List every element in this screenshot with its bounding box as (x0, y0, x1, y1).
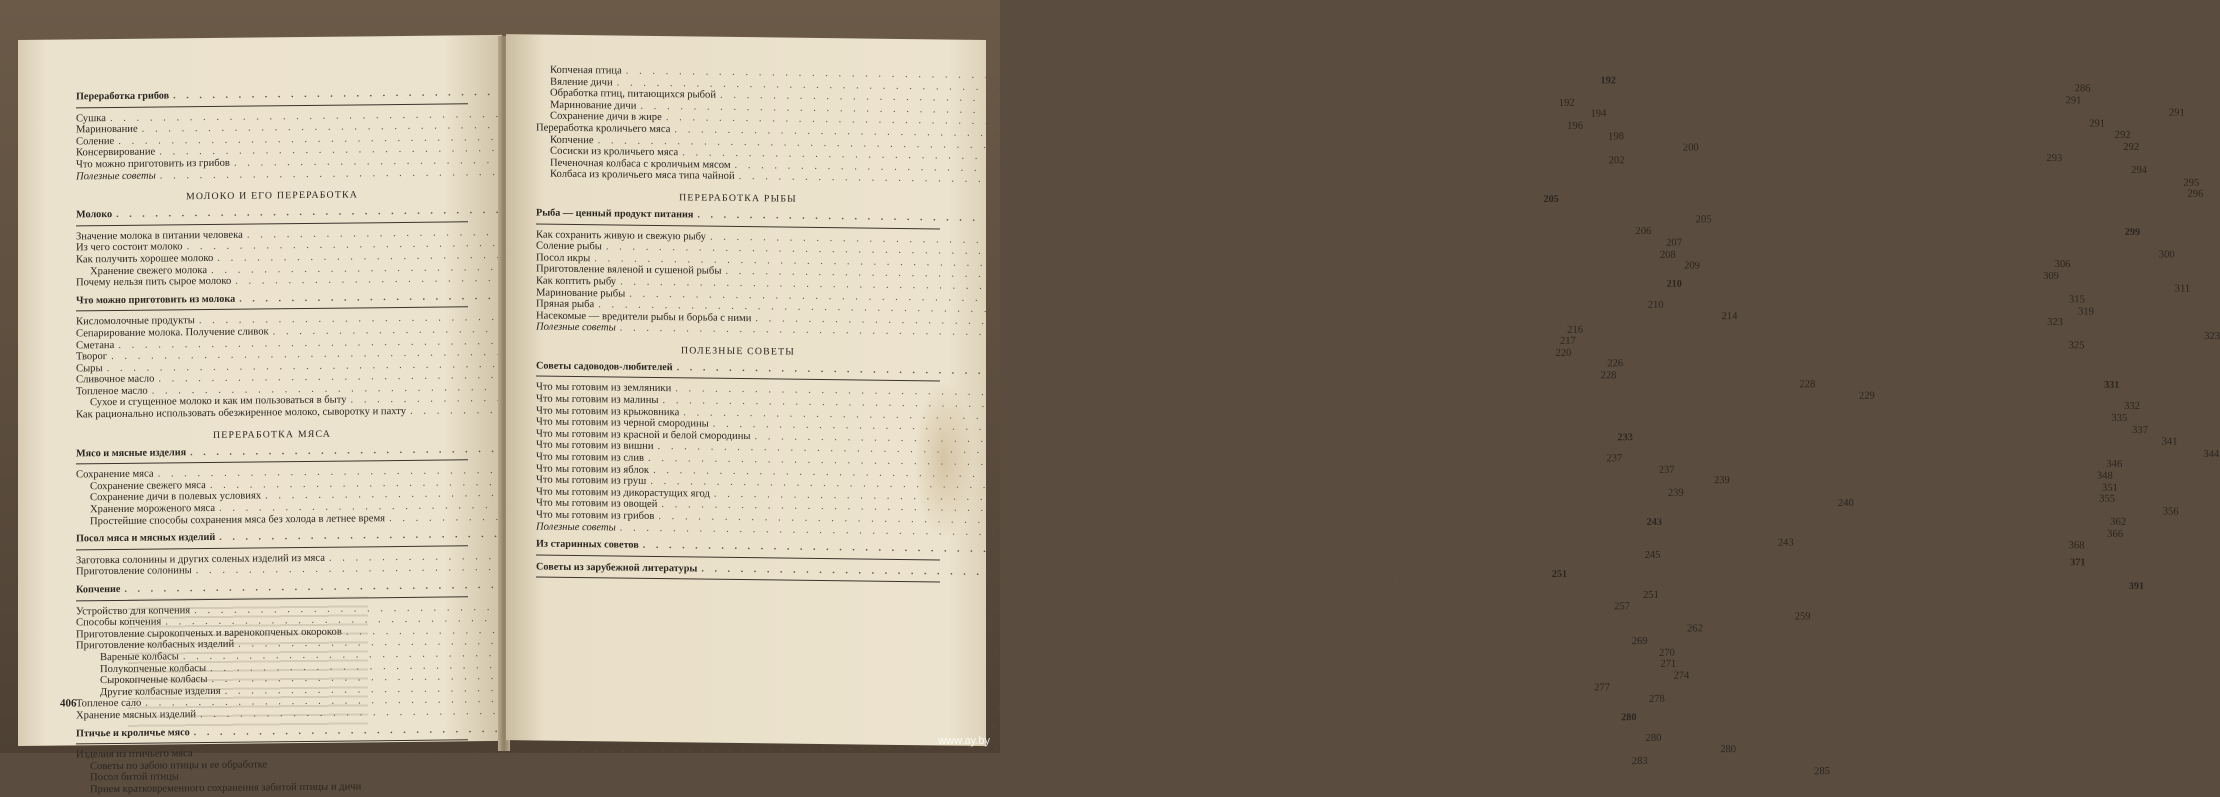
section-title: ПОЛЕЗНЫЕ СОВЕТЫ (680, 345, 796, 358)
toc-page-number: 348 (2096, 470, 2113, 482)
toc-entry-title: Вяление дичи (550, 76, 613, 89)
toc-page-number: 323 (2204, 330, 2220, 342)
toc-entry-title: Как получить хорошее молоко (76, 252, 214, 266)
toc-page-number: 243 (1646, 517, 1662, 529)
toc-entry-title: Из старинных советов (536, 538, 639, 551)
toc-entry-title: Значение молока в питании человека (76, 229, 243, 243)
toc-page-number: 200 (1682, 142, 1699, 154)
toc-entry-title: Обработка птиц, питающихся рыбой (550, 87, 717, 101)
toc-entry-title: Приготовление сырокопченых и варенокопченых окороков (76, 626, 342, 641)
toc-page-number: 202 (1608, 154, 1625, 166)
toc-entry-title: Приготовление солонины (76, 565, 192, 578)
toc-entry-title: Что мы готовим из малины (536, 393, 659, 407)
toc-entry-title: Что мы готовим из черной смородины (536, 416, 709, 430)
toc-entry-title: Приготовление вяленой и сушеной рыбы (536, 263, 722, 278)
heading-rule (536, 223, 940, 229)
toc-entry-title: Посол мяса и мясных изделий (76, 532, 216, 545)
toc-entry-title: Что мы готовим из крыжовника (536, 405, 680, 418)
toc-page-number: 192 (1558, 97, 1575, 109)
toc-page-number: 192 (1600, 75, 1616, 87)
toc-entry-title: Сосиски из кроличьего мяса (550, 145, 679, 159)
toc-entry-title: Что мы готовим из земляники (536, 381, 672, 395)
toc-page-number: 368 (2068, 539, 2085, 552)
toc-entry-title: Что мы готовим из яблок (536, 463, 650, 476)
toc-entry-title: Советы из зарубежной литературы (536, 561, 698, 575)
toc-page-number: 299 (2124, 226, 2141, 239)
toc-entry-title: Консервирование (76, 146, 156, 159)
toc-page-number: 331 (2104, 379, 2120, 391)
toc-entry-title: Устройство для копчения (76, 604, 191, 617)
toc-page-number: 294 (2131, 165, 2147, 177)
toc-entry-title: Посол битой птицы (90, 771, 179, 784)
toc-page-number: 335 (2111, 412, 2128, 425)
section-title: ПЕРЕРАБОТКА МЯСА (212, 428, 331, 441)
toc-entry-title: Полезные советы (536, 321, 616, 334)
toc-page-number: 233 (1617, 431, 1633, 443)
heading-rule (76, 103, 468, 108)
toc-page-number: 323 (2047, 317, 2063, 329)
toc-page-number: 300 (2158, 248, 2175, 261)
toc-entry-title: Полезные советы (76, 170, 156, 182)
toc-page-number: 239 (1667, 487, 1684, 499)
section-title: ПЕРЕРАБОТКА РЫБЫ (679, 192, 797, 205)
toc-entry-title: Сушка (76, 112, 106, 124)
toc-entry-title: Кисломолочные продукты (76, 315, 195, 328)
toc-entry-title: Сохранение мяса (76, 468, 154, 481)
toc-page-number: 257 (1614, 601, 1630, 613)
toc-page-number: 291 (2168, 107, 2185, 119)
toc-page-number: 355 (2099, 493, 2116, 506)
toc-entry-title: Маринование (76, 123, 138, 136)
toc-page-number: 311 (2174, 283, 2191, 296)
toc-entry-title: Переработка кроличьего мяса (536, 122, 671, 136)
heading-rule (76, 739, 468, 744)
dot-leader (701, 563, 2122, 592)
toc-entry-title: Пряная рыба (536, 298, 595, 311)
toc-entry-title: Что можно приготовить из молока (76, 293, 236, 307)
toc-entry-title: Сметана (76, 339, 115, 351)
toc-page-number: 206 (1635, 226, 1652, 238)
toc-entry-title: Насекомые — вредители рыбы и борьба с ними (536, 310, 752, 324)
toc-entry-title: Что мы готовим из груш (536, 474, 647, 488)
toc-entry-title: Полезные советы (536, 521, 616, 534)
toc-page-number: 337 (2132, 424, 2149, 436)
toc-entry-title: Творог (76, 351, 108, 363)
toc-page-number: 226 (1607, 358, 1624, 370)
toc-entry-title: Сохранение свежего мяса (90, 479, 206, 493)
toc-entry-title: Сливочное масло (76, 373, 155, 386)
toc-page-number: 292 (2123, 141, 2140, 154)
toc-page-number: 217 (1559, 335, 1576, 347)
toc-page-number: 280 (1621, 711, 1637, 723)
toc-entry-title: Топленое сало (76, 698, 142, 710)
toc-entry-title: Сохранение дичи в полевых условиях (90, 490, 262, 504)
toc-entry-title: Птичье и кроличье мясо (76, 726, 190, 739)
toc-page-number: 216 (1567, 324, 1584, 336)
toc-entry-title: Простейшие способы сохранения мяса без холода в летнее время (90, 512, 386, 527)
toc-page-number: 198 (1608, 131, 1624, 143)
toc-page-number: 229 (1858, 390, 1875, 402)
toc-entry-title: Соление (76, 135, 115, 148)
toc-entry-title: Копчение (550, 134, 594, 146)
toc-page-number: 280 (1645, 732, 1662, 745)
toc-page-number: 283 (1631, 756, 1648, 768)
bleed-through-text (128, 596, 368, 729)
toc-entry-title: Колбаса из кроличьего мяса типа чайной (550, 169, 735, 183)
toc-page-number: 210 (1666, 278, 1682, 290)
toc-page-number: 285 (1814, 765, 1830, 778)
toc-entry-title: Как рационально использовать обезжиренное молоко, сыворотку и пахту (76, 405, 407, 421)
toc-page-number: 228 (1799, 379, 1816, 391)
toc-page-number: 325 (2068, 340, 2085, 352)
toc-page-number: 366 (2107, 528, 2124, 540)
heading-rule (76, 460, 468, 465)
toc-entry-title: Что мы готовим из слив (536, 451, 645, 464)
toc-entry-title: Вареные колбасы (100, 651, 179, 664)
toc-page-number: 277 (1594, 682, 1611, 694)
heading-rule (76, 307, 468, 312)
toc-entry-title: Посол икры (536, 252, 591, 264)
toc-page-number: 278 (1648, 693, 1665, 705)
toc-page-number: 351 (2101, 482, 2118, 494)
heading-rule (76, 545, 468, 550)
toc-page-number: 315 (2068, 294, 2085, 306)
toc-page-number: 205 (1543, 194, 1559, 206)
toc-entry-title: Сепарирование молока. Получение сливок (76, 326, 269, 340)
toc-entry-title: Как сохранить живую и свежую рыбу (536, 229, 706, 243)
toc-entry-title: Копчение (76, 583, 121, 596)
toc-page-number: 296 (2187, 189, 2204, 201)
toc-page-number: 356 (2162, 506, 2179, 518)
toc-entry-title: Хранение свежего молока (90, 264, 208, 277)
toc-page-number: 269 (1631, 635, 1648, 648)
toc-page-number: 362 (2110, 517, 2127, 529)
toc-page-number: 237 (1658, 464, 1675, 476)
toc-page-number: 196 (1567, 120, 1583, 132)
toc-entry-title: Прием кратковременного сохранения забитой птицы и дичи (90, 781, 362, 796)
toc-entry-title: Приготовление колбасных изделий (76, 639, 235, 652)
paper-stain (914, 379, 974, 540)
toc-page-number: 210 (1647, 300, 1664, 312)
toc-entry-title: Топленое масло (76, 385, 148, 398)
toc-page-number: 309 (2043, 270, 2059, 282)
toc-page-number: 293 (2046, 152, 2063, 164)
toc-entry-title: Сухое и сгущенное молоко и как им пользоваться в быту (90, 395, 347, 409)
toc-entry-title: Что мы готовим из овощей (536, 497, 658, 511)
toc-page-number: 291 (2089, 118, 2106, 130)
heading-rule (76, 221, 468, 226)
toc-page-number: 341 (2161, 436, 2178, 448)
toc-entry-title: Копченая птица (550, 64, 622, 77)
heading-rule (536, 577, 940, 583)
toc-page-number: 371 (2070, 557, 2086, 569)
section-title: МОЛОКО И ЕГО ПЕРЕРАБОТКА (185, 189, 359, 203)
toc-page-number: 209 (1684, 260, 1700, 272)
toc-entry-title: Переработка грибов (76, 90, 170, 103)
heading-rule (536, 376, 940, 382)
toc-page-number: 214 (1721, 310, 1738, 323)
toc-entry-title: Хранение мясных изделий (76, 709, 197, 722)
toc-page-number: 271 (1660, 658, 1677, 670)
toc-page-number: 220 (1555, 347, 1572, 359)
toc-entry-title: Заготовка солонины и других соленых изделий из мяса (76, 552, 325, 567)
toc-page-number: 291 (2065, 94, 2082, 106)
toc-entry-title: Что можно приготовить из грибов (76, 157, 230, 171)
toc-entry-title: Советы садоводов-любителей (536, 360, 673, 374)
toc-entry-title: Способы копчения (76, 616, 162, 629)
toc-entry-title: Полукопченые колбасы (100, 662, 207, 675)
toc-page-number: 239 (1713, 475, 1730, 487)
toc-entry-title: Сыры (76, 362, 103, 375)
toc-entry-title: Маринование рыбы (536, 287, 626, 300)
toc-page-number: 205 (1695, 214, 1712, 226)
toc-entry-title: Что мы готовим из красной и белой смородины (536, 428, 751, 442)
toc-entry-title: Почему нельзя пить сырое молоко (76, 275, 232, 289)
toc-entry-title: Другие колбасные изделия (100, 685, 221, 698)
toc-page-number: 306 (2054, 259, 2071, 271)
toc-page-number: 270 (1658, 647, 1675, 659)
toc-entry-title: Что мы готовим из вишни (536, 439, 654, 453)
toc-page-number: 245 (1644, 550, 1661, 562)
toc-entry-title: Печеночная колбаса с кроличьим мясом (550, 157, 731, 171)
toc-page-number: 295 (2183, 177, 2200, 189)
toc-page-number: 251 (1551, 568, 1568, 580)
toc-entry-title: Соление рыбы (536, 240, 602, 253)
toc-page-number: 280 (1720, 743, 1737, 755)
toc-entry-title: Что мы готовим из дикорастущих ягод (536, 486, 710, 500)
toc-page-number: 262 (1686, 623, 1703, 635)
toc-page-number: 332 (2124, 401, 2140, 413)
toc-page-number: 274 (1673, 670, 1690, 682)
toc-page-number: 240 (1837, 497, 1854, 509)
toc-entry-title: Мясо и мясные изделия (76, 446, 187, 460)
toc-page-number: 237 (1606, 453, 1623, 465)
toc-page-number: 391 (2128, 580, 2145, 592)
toc-entry-title: Сырокопченые колбасы (100, 674, 208, 687)
toc-page-number: 259 (1794, 611, 1811, 623)
toc-entry-title: Из чего состоит молоко (76, 241, 183, 254)
toc-entry-title: Как коптить рыбу (536, 275, 617, 288)
toc-page-number: 319 (2078, 305, 2094, 318)
toc-page-number: 243 (1777, 537, 1794, 549)
toc-entry-title: Изделия из птичьего мяса (76, 748, 193, 761)
toc-page-number: 286 (2074, 83, 2091, 95)
toc-entry-title: Рыба — ценный продукт питания (536, 207, 694, 221)
toc-entry-title: Маринование дичи (550, 99, 637, 112)
toc-page-number: 346 (2106, 459, 2123, 471)
toc-page-number: 207 (1666, 237, 1683, 249)
heading-rule (536, 554, 940, 560)
toc-entry-title: Молоко (76, 209, 113, 221)
toc-entry-title: Что мы готовим из грибов (536, 509, 655, 522)
toc-page-number: 251 (1643, 589, 1659, 601)
toc-page-number: 208 (1659, 249, 1676, 261)
page-number: 406 (60, 697, 77, 710)
toc-page-number: 292 (2114, 130, 2131, 142)
toc-page-number: 344 (2203, 448, 2220, 460)
toc-entry-title: Сохранение дичи в жире (550, 111, 662, 124)
watermark: www.ay.by (938, 735, 990, 747)
toc-entry-title: Советы по забою птицы и ее обработке (90, 759, 268, 772)
toc-page-number: 194 (1590, 108, 1607, 120)
toc-entry-title: Хранение мороженого мяса (90, 502, 216, 516)
toc-page-number: 228 (1600, 370, 1617, 382)
